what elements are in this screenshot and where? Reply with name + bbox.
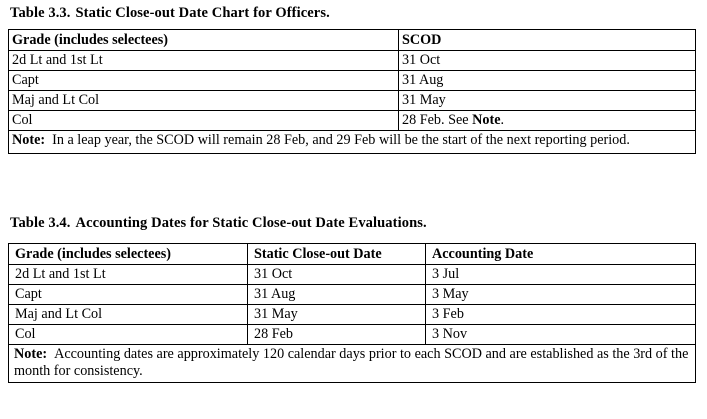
table-33-scod-note-ref: Note <box>472 112 501 129</box>
table-34-caption <box>10 216 427 231</box>
table-row <box>9 325 696 345</box>
table-34-header-scod: Static Close-out Date <box>248 244 426 265</box>
table-row <box>9 111 696 131</box>
table-33-cell-scod: 31 Oct <box>399 51 696 71</box>
table-33-cell-scod <box>399 111 696 131</box>
table-33-scod-suffix: . <box>500 112 505 129</box>
table-33-scod-prefix: 28 Feb. See <box>402 112 473 129</box>
table-34-note-row <box>9 345 696 383</box>
table-33-cell-grade: Maj and Lt Col <box>9 91 399 111</box>
table-33-header-row <box>9 30 696 51</box>
table-34-cell-accounting-date: 3 Nov <box>426 325 696 345</box>
table-row <box>9 71 696 91</box>
table-33-cell-scod: 31 May <box>399 91 696 111</box>
table-row <box>9 285 696 305</box>
table-33-cell-scod: 31 Aug <box>399 71 696 91</box>
table-33-header-grade: Grade (includes selectees) <box>9 30 399 51</box>
table-row <box>9 51 696 71</box>
table-33-cell-grade: Capt <box>9 71 399 91</box>
table-34-cell-scod: 28 Feb <box>248 325 426 345</box>
table-34-cell-grade: 2d Lt and 1st Lt <box>9 265 248 285</box>
table-34-cell-scod: 31 Aug <box>248 285 426 305</box>
table-34 <box>8 243 696 383</box>
table-33-caption-number: Table 3.3. <box>10 5 71 21</box>
table-34-note <box>9 345 696 383</box>
table-34-cell-accounting-date: 3 Feb <box>426 305 696 325</box>
table-34-caption-number: Table 3.4. <box>10 215 71 231</box>
table-33-caption-text: Static Close-out Date Chart for Officers. <box>75 5 330 21</box>
table-34-cell-scod: 31 May <box>248 305 426 325</box>
table-row <box>9 265 696 285</box>
table-34-header-row <box>9 244 696 265</box>
table-33-note-row <box>9 131 696 154</box>
table-34-header-grade: Grade (includes selectees) <box>9 244 248 265</box>
table-34-cell-accounting-date: 3 Jul <box>426 265 696 285</box>
table-33-note-text: In a leap year, the SCOD will remain 28 Feb, and 29 Feb will be the start of the next reporting period. <box>52 132 630 148</box>
table-34-note-label: Note: <box>14 346 48 362</box>
table-34-cell-scod: 31 Oct <box>248 265 426 285</box>
table-33-caption <box>10 6 330 21</box>
table-33-note <box>9 131 696 154</box>
table-34-cell-accounting-date: 3 May <box>426 285 696 305</box>
table-34-cell-grade: Maj and Lt Col <box>9 305 248 325</box>
table-34-note-text: Accounting dates are approximately 120 calendar days prior to each SCOD and are established as the 3rd of the month for consistency. <box>14 346 689 379</box>
table-33-cell-grade: 2d Lt and 1st Lt <box>9 51 399 71</box>
table-33-cell-grade: Col <box>9 111 399 131</box>
table-33-note-label: Note: <box>12 132 46 148</box>
table-33-header-scod: SCOD <box>399 30 696 51</box>
table-33 <box>8 29 696 154</box>
table-row <box>9 91 696 111</box>
table-34-caption-text: Accounting Dates for Static Close-out Date Evaluations. <box>75 215 427 231</box>
table-34-cell-grade: Col <box>9 325 248 345</box>
table-34-cell-grade: Capt <box>9 285 248 305</box>
table-row <box>9 305 696 325</box>
table-34-header-accounting-date: Accounting Date <box>426 244 696 265</box>
